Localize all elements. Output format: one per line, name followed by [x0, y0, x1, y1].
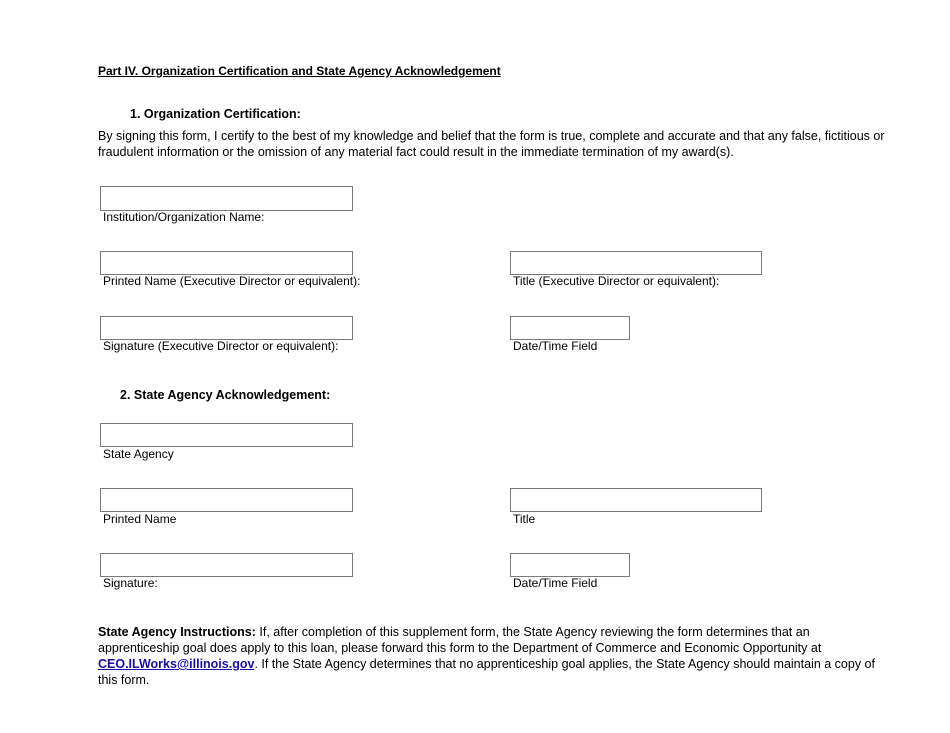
signature-exec-field[interactable]: [100, 316, 353, 340]
state-agency-label: State Agency: [103, 447, 174, 461]
section2-heading: 2. State Agency Acknowledgement:: [120, 388, 331, 402]
instructions-text-before: If, after completion of this supplement form, the State Agency reviewing the form determines that an apprenticeship goal does apply to this loan, please forward this form to the Department of Commerce and Economic Opportunity at: [98, 625, 822, 655]
printed-name-exec-label: Printed Name (Executive Director or equivalent):: [103, 274, 361, 288]
agency-printed-name-field[interactable]: [100, 488, 353, 512]
institution-name-field[interactable]: [100, 186, 353, 211]
title-exec-label: Title (Executive Director or equivalent):: [513, 274, 720, 288]
agency-signature-label: Signature:: [103, 576, 158, 590]
institution-name-label: Institution/Organization Name:: [103, 210, 265, 224]
agency-signature-field[interactable]: [100, 553, 353, 577]
section1-heading: 1. Organization Certification:: [130, 107, 301, 121]
state-agency-field[interactable]: [100, 423, 353, 447]
part-heading: Part IV. Organization Certification and State Agency Acknowledgement: [98, 64, 501, 78]
certification-text: By signing this form, I certify to the best of my knowledge and belief that the form is true, complete and accurate and that any false, fictitious or fraudulent information or the omission of any material fact could result in the immediate termination of my award(s).: [98, 129, 885, 159]
signature-exec-label: Signature (Executive Director or equivalent):: [103, 339, 339, 353]
state-agency-instructions: [98, 624, 888, 688]
org-date-field[interactable]: [510, 316, 630, 340]
org-date-label: Date/Time Field: [513, 339, 598, 353]
ceo-email-link[interactable]: CEO.ILWorks@illinois.gov: [98, 657, 255, 671]
agency-title-field[interactable]: [510, 488, 762, 512]
agency-title-label: Title: [513, 512, 536, 526]
instructions-lead: State Agency Instructions:: [98, 625, 256, 639]
agency-printed-name-label: Printed Name: [103, 512, 177, 526]
printed-name-exec-field[interactable]: [100, 251, 353, 275]
agency-date-field[interactable]: [510, 553, 630, 577]
agency-date-label: Date/Time Field: [513, 576, 598, 590]
title-exec-field[interactable]: [510, 251, 762, 275]
instructions-text-after: . If the State Agency determines that no apprenticeship goal applies, the State Agency should maintain a copy of this form.: [98, 657, 875, 687]
